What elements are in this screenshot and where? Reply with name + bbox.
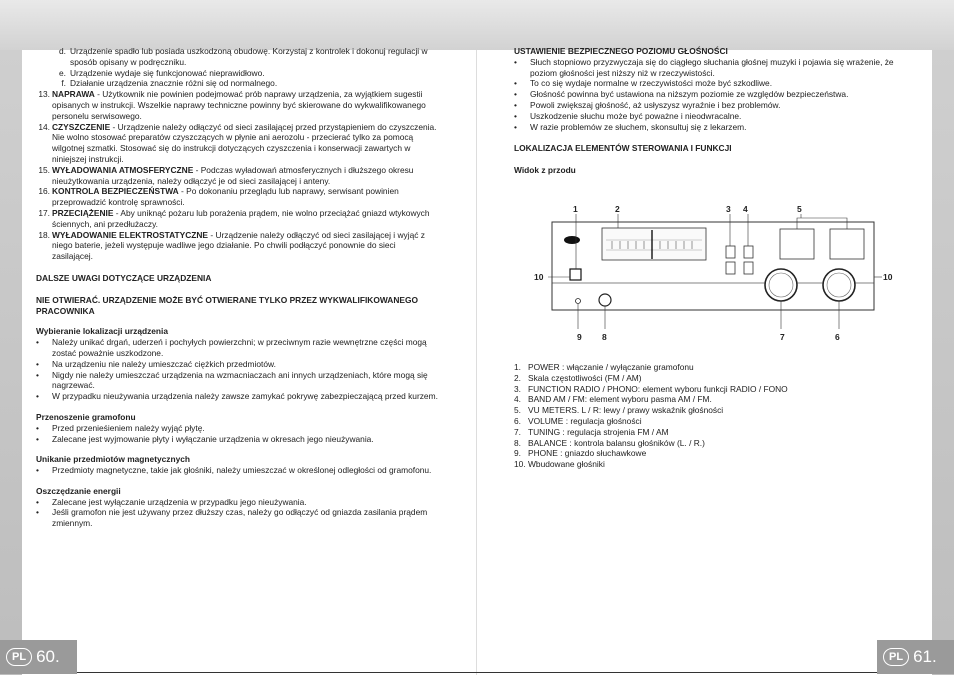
numbered-item-16: 16. KONTROLA BEZPIECZEŃSTWA - Po dokonaniu przeglądu lub naprawy, serwisant powinien przeprowadzić kontrolę sprawności. [38, 186, 399, 208]
figure-label-10-left: 10 [534, 271, 544, 282]
page-divider [476, 50, 477, 675]
brand-logo-icon [564, 236, 580, 244]
further-notes-heading: DALSZE UWAGI DOTYCZĄCE URZĄDZENIA [36, 272, 212, 283]
page-number: 60. [36, 647, 60, 666]
legend-item: 9. PHONE : gniazdo słuchawkowe [514, 448, 647, 459]
list-item: • Głośność powinna być ustawiona na niższym poziomie ze względów bezpieczeństwa. [514, 89, 849, 100]
volume-knob [823, 269, 855, 301]
numbered-item-18: 18. WYŁADOWANIE ELEKTROSTATYCZNE - Urządzenie należy odłączyć od sieci zasilającej i wyjąć z niego baterie, jeżeli występuje wadliwe jego działanie. Po chwili podłączyć ponownie do sieci zasilającej. [38, 229, 425, 262]
location-heading: Wybieranie lokalizacji urządzenia [36, 326, 169, 337]
list-item: • Zalecane jest wyłączanie urządzenia w przypadku jego nieużywania. [36, 496, 307, 507]
magnet-heading: Unikanie przedmiotów magnetycznych [36, 454, 191, 465]
legend-item: 10. Wbudowane głośniki [514, 459, 605, 470]
list-item: • Słuch stopniowo przyzwyczaja się do ciągłego słuchania głośnej muzyki i pojawia się wrażenie, że poziom głośności jest niższy niż w rzeczywistości. [514, 56, 894, 78]
legend-item: 4. BAND AM / FM: element wyboru pasma AM / FM. [514, 394, 712, 405]
figure-label-9: 9 [577, 331, 582, 342]
left-page-content [36, 46, 438, 529]
language-badge: PL [6, 648, 32, 666]
function-switch [726, 246, 735, 258]
figure-label-10-right: 10 [883, 271, 893, 282]
figure-label-6: 6 [835, 331, 840, 342]
list-item: • Uszkodzenie słuchu może być poważne i nieodwracalne. [514, 110, 742, 121]
list-item: • Jeśli gramofon nie jest używany przez dłuższy czas, należy go odłączyć od gniazda zasilania prądem zmiennym. [36, 507, 428, 529]
phone-jack [576, 298, 581, 303]
controls-heading: LOKALIZACJA ELEMENTÓW STEROWANIA I FUNKCJI [514, 143, 732, 154]
transport-heading: Przenoszenie gramofonu [36, 411, 136, 422]
list-item: • Zalecane jest wyjmowanie płyty i wyłączanie urządzenia w okresach jego nieużywania. [36, 433, 374, 444]
right-margin-bar [932, 50, 954, 675]
legend-item: 1. POWER : włączanie / wyłączanie gramofonu [514, 361, 694, 372]
page-number: 61. [913, 647, 937, 666]
power-button [570, 269, 581, 280]
figure-label-2: 2 [615, 203, 620, 214]
band-switch [744, 246, 753, 258]
numbered-item-13: 13. NAPRAWA - Użytkownik nie powinien podejmować prób naprawy urządzenia, za wyjątkiem sugestii opisanych w instrukcji. Wszelkie naprawy techniczne powinny być skierowane do wykwalifikowanego personelu serwisowego. [38, 89, 426, 121]
legend-item: 2. Skala częstotliwości (FM / AM) [514, 372, 642, 383]
list-item: • Przedmioty magnetyczne, takie jak głośniki, należy umieszczać w określonej odległości od gramofonu. [36, 465, 432, 476]
numbered-item-14: 14. CZYSZCZENIE - Urządzenie należy odłączyć od sieci zasilającej przed przystąpieniem do czyszczenia. Nie wolno stosować preparatów czyszczących w płynie ani aerozolu - przecierać tylko za pomocą wilgotnej szmatki. Stosować się do instrukcji dotyczących czyszczenia i konserwacji zawartych w niniejszej instrukcji. [38, 121, 437, 164]
list-item: • W razie problemów ze słuchem, skonsultuj się z lekarzem. [514, 121, 747, 132]
list-item: • Należy unikać drgań, uderzeń i pochyłych powierzchni; w przeciwnym razie wewnętrzne części mogą zostać poważnie uszkodzone. [36, 337, 427, 358]
list-item: • Na urządzeniu nie należy umieszczać ciężkich przedmiotów. [36, 358, 276, 369]
figure-label-1: 1 [573, 203, 578, 214]
legend-item: 5. VU METERS. L / R: lewy / prawy wskaźnik głośności [514, 405, 724, 416]
vu-meter-right [830, 229, 864, 259]
legend-item: 8. BALANCE : kontrola balansu głośników (L. / R.) [514, 437, 705, 448]
numbered-item-17: 17. PRZECIĄŻENIE - Aby uniknąć pożaru lub porażenia prądem, nie wolno przeciążać gniazd wtykowych ściennych, ani przedłużaczy. [38, 207, 430, 229]
list-item: e. Urządzenie wydaje się funkcjonować nieprawidłowo. [59, 67, 265, 78]
page-badge-right [877, 640, 954, 674]
frequency-scale [602, 228, 706, 260]
language-badge: PL [883, 648, 909, 666]
legend-item: 7. TUNING : regulacja strojenia FM / AM [514, 426, 669, 437]
volume-heading: USTAWIENIE BEZPIECZNEGO POZIOMU GŁOŚNOŚCI [514, 46, 728, 56]
list-item: • Przed przenieśieniem należy wyjąć płytę. [36, 422, 205, 433]
vu-meter-left [780, 229, 814, 259]
list-item: • To co się wydaje normalne w rzeczywistości może być szkodliwe. [514, 78, 773, 89]
numbered-item-15: 15. WYŁADOWANIA ATMOSFERYCZNE - Podczas wyładowań atmosferycznych i dłuższego okresu nieużytkowania urządzenia, należy odłączyć je od sieci zasilającej i anteny. [38, 164, 414, 186]
tuning-knob [765, 269, 797, 301]
figure-label-4: 4 [743, 203, 748, 214]
balance-knob [599, 294, 611, 306]
figure-label-3: 3 [726, 203, 731, 214]
list-item: d. Urządzenie spadło lub posiada uszkodzoną obudowę. Korzystaj z kontrolek i dokonuj regulacji w sposób opisany w podręczniku. [59, 46, 428, 67]
front-view-diagram [514, 182, 914, 362]
figure-label-5: 5 [797, 203, 802, 214]
left-margin-bar [0, 50, 22, 675]
bottom-rule [22, 672, 932, 673]
top-band [0, 0, 954, 50]
front-view-heading: Widok z przodu [514, 165, 576, 176]
figure-label-7: 7 [780, 331, 785, 342]
figure-label-8: 8 [602, 331, 607, 342]
list-item: • Powoli zwiększaj głośność, aż usłyszysz wyraźnie i bez problemów. [514, 99, 781, 110]
legend-item: 3. FUNCTION RADIO / PHONO: element wyboru funkcji RADIO / FONO [514, 383, 788, 394]
right-page-content [514, 46, 914, 470]
list-item: • Nigdy nie należy umieszczać urządzenia na wzmacniaczach ani innych urządzeniach, które mogą się nagrzewać. [36, 369, 428, 391]
list-item: • W przypadku nieużywania urządzenia należy zawsze zamykać pokrywę zabezpieczającą przed kurzem. [36, 391, 438, 402]
controls-legend [514, 362, 914, 470]
list-item: f. Działanie urządzenia znacznie różni się od normalnego. [61, 78, 278, 89]
page-badge-left [0, 640, 77, 674]
energy-heading: Oszczędzanie energii [36, 485, 121, 496]
legend-item: 6. VOLUME : regulacja głośności [514, 415, 642, 426]
warning-heading: NIE OTWIERAĆ. URZĄDZENIE MOŻE BYĆ OTWIERANE TYLKO PRZEZ WYKWALIFIKOWANEGO PRACOWNIKA [36, 294, 418, 316]
